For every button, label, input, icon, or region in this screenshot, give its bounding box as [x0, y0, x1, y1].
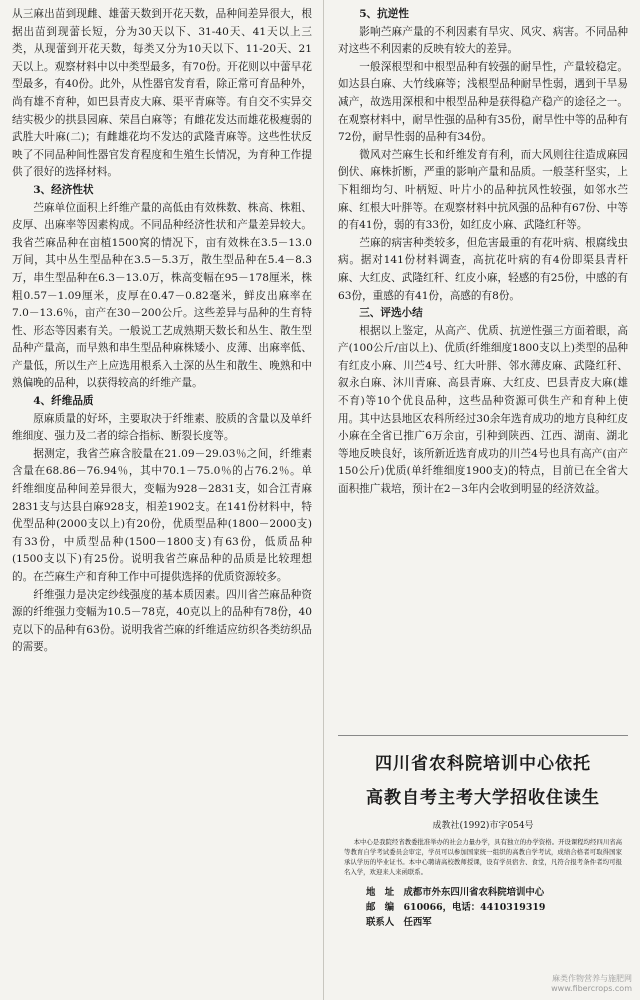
- section-heading-stress-resistance: 5、抗逆性: [359, 8, 409, 20]
- column-divider: [323, 0, 324, 1000]
- contact-value: 任西军: [403, 917, 432, 928]
- ad-contact-line: [366, 915, 628, 930]
- paragraph-fiber-quality-intro: 原麻质量的好坏，主要取决于纤维素、胶质的含量以及单纤维细度、强力及二者的综合指标、断裂长度等。: [12, 412, 312, 443]
- paragraph-fiber-strength: 纤维强力是决定纱线强度的基本质因素。四川省苎麻品种资源的纤维强力变幅为10.5－78克，40克以上的品种有78份，40克以下的品种有63份。说明我省苎麻的纤维适应纺织各类纺织品的需要。: [12, 588, 312, 654]
- paragraph-fiber-measurements: 据测定，我省苎麻含胶量在21.09－29.03％之间，纤维素含量在68.86－76.94％，其中70.1－75.0％的占76.2％。单纤维细度品种间差异很大，变幅为928－2831支，如合江青麻2831支与达县白麻928支，相差1902支。在141份材料中，特优型品种(2000支以上)有20份，优质型品种(1800－2000支)有33份，中质型品种(1500－1800支)有63份，低质品种(1500支以下)有25份。说明我省苎麻品种的品质是比较理想的。在苎麻生产和育种工作中可提供选择的优质资源较多。: [12, 447, 312, 583]
- site-watermark: [551, 974, 632, 994]
- ad-headline-2: 高教自考主考大学招收住读生: [366, 788, 600, 808]
- paragraph-summary: 根据以上鉴定，从高产、优质、抗逆性强三方面着眼，高产(100公斤/亩以上)、优质(纤维细度1800支以上)类型的品种有红皮小麻、川苎4号、红大叶胖、邻水薄皮麻、武隆红秆、叙永白麻、沐川青麻、高县青麻、大红皮、巴县青皮大麻(雄不育)等10个优良品种，这些品种资源可供生产和育种上使用。其中达县地区农科所经过30余年选育成功的地方良种红皮小麻在全省已推广6万余亩，引种到陕西、江西、湖南、湖北等地反映良好，该所新近选育成功的川苎4号也具有高产(亩产150公斤)优质(单纤维细度1900支)的特点，目前已在全省大面积推广栽培，预计在2－3年内会收到明显的经济效益。: [338, 324, 628, 496]
- postcode-label: 邮 编: [366, 902, 395, 913]
- ad-fine-print: 本中心是我院经省教委批准举办的社会力量办学，具有独立的办学资格。开设课程均经四川省高等教育自学考试委员会审定，学员可以参加国家统一组织的高教自学考试，成绩合格者可取得国家承认学历的毕业证书。本中心聘请高校教师授课，设有学员宿舍、食堂，凡符合报考条件者均可报名入学，欢迎来人来函联系。: [344, 838, 622, 876]
- ad-headline-1: 四川省农科院培训中心依托: [375, 754, 591, 774]
- watermark-line-1: 麻类作物营养与施肥网: [552, 974, 632, 983]
- address-label: 地 址: [366, 887, 395, 898]
- watermark-line-2: www.fibercrops.com: [551, 984, 632, 993]
- section-heading-fiber-quality: 4、纤维品质: [33, 395, 94, 408]
- paragraph-drought: 一般深根型和中根型品种有较强的耐旱性，产量较稳定。如达县白麻、大竹线麻等；浅根型品种耐旱性弱，遇到干旱易减产，故选用深根和中根型品种是获得稳产稳产的途径之一。在观察材料中，耐旱性强的品种有35份，耐旱性中等的品种有72份，耐旱性弱的品种有34份。: [338, 60, 628, 144]
- paragraph-stress-intro: 影响苎麻产量的不利因素有旱灾、风灾、病害。不同品种对这些不利因素的反映有较大的差异。: [338, 25, 628, 56]
- ad-contact-block: [366, 885, 628, 930]
- paragraph-disease: 苎麻的病害种类较多，但危害最重的有花叶病、根腐线虫病。据对141份材料调查，高抗花叶病的有4份即渠县青杆麻、大红皮、武隆红秆、红皮小麻，轻感的有25份，中感的有63份，重感的有41份，高感的有8份。: [338, 236, 628, 302]
- ad-reference-number: 成教社(1992)市字054号: [432, 821, 534, 831]
- ad-postcode-line: [366, 900, 628, 915]
- paragraph-flowering: 从三麻出苗到现雌、雄蕾天数到开花天数，品种间差异很大，根据出苗到现蕾长短，分为30天以下、31-40天、41天以上三类，从现蕾到开花天数，每类又分为10天以下、11-20天、21天以上。观察材料中以中类型最多，有70份。开花则以中蕾早花型最多，有40份。此外，从性器官发育看，除正常可育品种外，尚有雄不育种，如巴县青皮大麻、渠平青麻等。有自交不实异交结实极少的拱县园麻、荣昌白麻等；有雌花发达而雄花极瘦弱的武胜大叶麻(二)；有雌雄花均不发达的武隆青麻等。这些性状反映了不同品种间性器官发育程度和生殖生长情况，为育种工作提供了很好的选择材料。: [12, 8, 312, 179]
- paragraph-economic-traits: 苎麻单位面积上纤维产量的高低由有效株数、株高、株粗、皮厚、出麻率等因素构成。不同品种经济性状和产量差异较大。我省苎麻品种在亩植1500窝的情况下，亩有效株在3.5－13.0万间，其中丛生型品种在3.5－5.3万，散生型品种在5.4－8.3万，串生型品种在6.3－13.0万，株高变幅在95－178厘米，株粗0.57－1.09厘米，皮厚在0.47－0.82毫米，鲜皮出麻率在7.0－13.6％，亩产在30－200公斤。这些差异与品种的生育特性、形态等因素有关。一般说工艺成熟期天数长和丛生、散生型品种产量高，而早熟和串生型品种麻株矮小、皮薄、出麻率低、产量低，所以生产上应选用根系入土深的丛生和散生、晚熟和中熟偏晚的品种，以获得较高的纤维产量。: [12, 201, 312, 390]
- section-heading-summary: 三、评选小结: [359, 307, 423, 320]
- ad-address-line: [366, 885, 628, 900]
- section-heading-economic-traits: 3、经济性状: [33, 183, 94, 196]
- right-column: [338, 6, 628, 499]
- postcode-value: 610066，电话：4410319319: [403, 902, 546, 913]
- left-column: [12, 6, 312, 657]
- training-center-ad: [338, 735, 628, 990]
- paragraph-wind: 微风对苎麻生长和纤维发育有利，而大风则往往造成麻园倒伏、麻株折断，严重的影响产量和品质。一般茎秆坚实，上下粗细均匀、叶柄短、叶片小的品种抗风性较强，如邻水苎麻、红根大叶胖等。在观察材料中抗风强的品种有67份、中等的有41份，弱的有33份，如红皮小麻、武隆红秆等。: [338, 148, 628, 232]
- contact-label: 联系人: [366, 917, 395, 928]
- address-value: 成都市外东四川省农科院培训中心: [403, 887, 545, 898]
